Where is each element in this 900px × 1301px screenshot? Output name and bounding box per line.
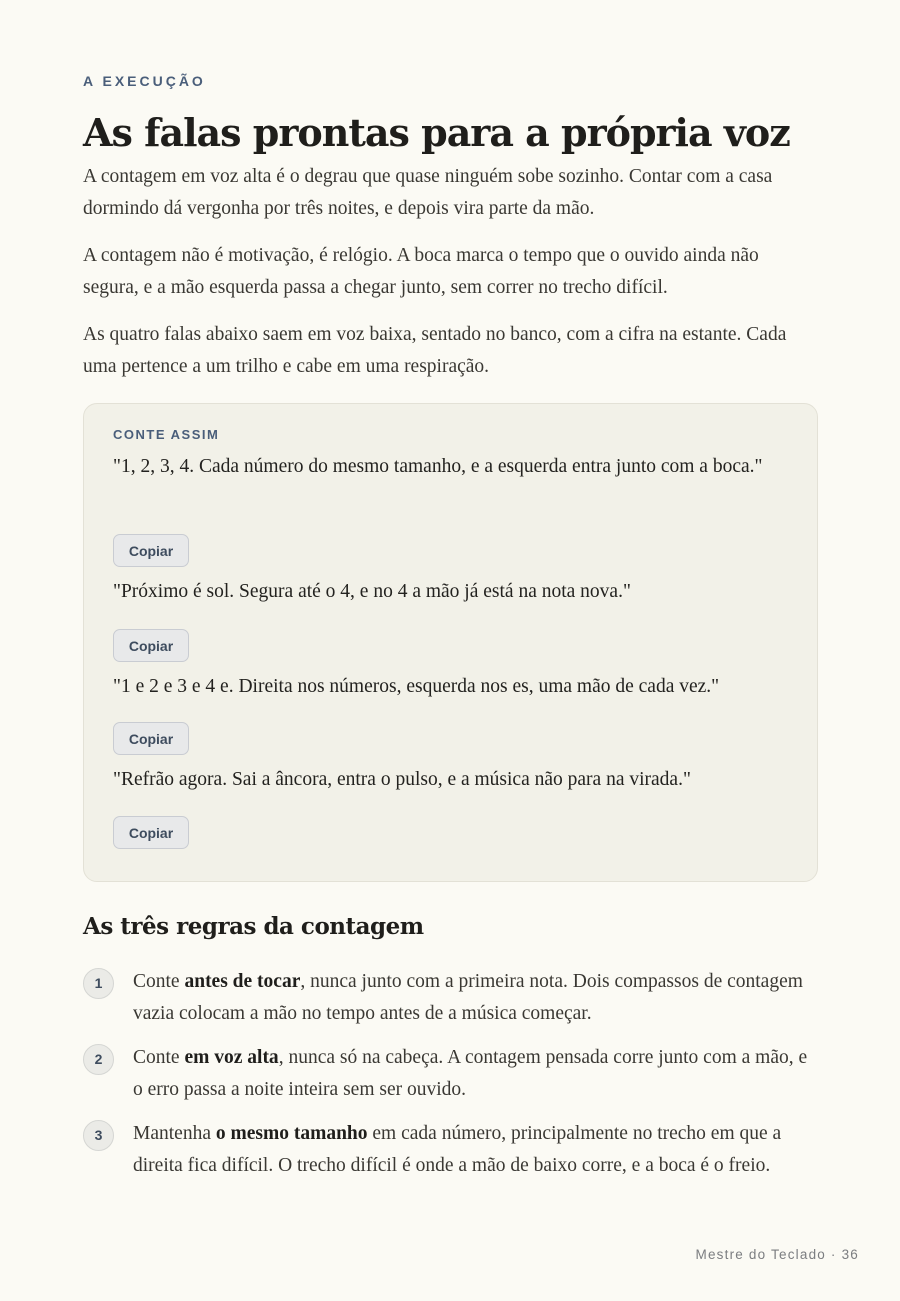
intro-paragraph: As quatro falas abaixo saem em voz baixa, sentado no banco, com a cifra na estante. Cada uma pertence a um trilho e cabe em uma respiração.: [83, 324, 787, 377]
page-footer: Mestre do Teclado · 36: [695, 1247, 859, 1262]
phrase-quote: "1, 2, 3, 4. Cada número do mesmo tamanho, e a esquerda entra junto com a boca.": [113, 456, 763, 477]
copy-button[interactable]: Copiar: [113, 722, 189, 755]
page-title: As falas prontas para a própria voz: [83, 110, 790, 155]
rule-number-badge: 1: [83, 968, 114, 999]
phrase-quote: "Próximo é sol. Segura até o 4, e no 4 a mão já está na nota nova.": [113, 581, 631, 602]
copy-button[interactable]: Copiar: [113, 629, 189, 662]
rule-emphasis: antes de tocar: [184, 971, 301, 992]
rule-number-badge: 2: [83, 1044, 114, 1075]
phrase-quote: "Refrão agora. Sai a âncora, entra o pulso, e a música não para na virada.": [113, 769, 691, 790]
copy-button[interactable]: Copiar: [113, 816, 189, 849]
intro-paragraph: A contagem não é motivação, é relógio. A boca marca o tempo que o ouvido ainda não segura, e a mão esquerda passa a chegar junto, sem correr no trecho difícil.: [83, 245, 759, 298]
phrases-card: [83, 403, 818, 882]
rule-text: Mantenha o mesmo tamanho em cada número, principalmente no trecho em que a direita fica difícil. O trecho difícil é onde a mão de baixo corre, e a boca é o freio.: [133, 1123, 782, 1176]
card-label: CONTE ASSIM: [113, 427, 220, 442]
intro-paragraph: A contagem em voz alta é o degrau que quase ninguém sobe sozinho. Contar com a casa dormindo dá vergonha por três noites, e depois vira parte da mão.: [83, 166, 773, 219]
phrase-quote: "1 e 2 e 3 e 4 e. Direita nos números, esquerda nos es, uma mão de cada vez.": [113, 676, 720, 697]
rule-number-badge: 3: [83, 1120, 114, 1151]
rule-emphasis: em voz alta: [184, 1047, 279, 1068]
section-eyebrow: A EXECUÇÃO: [83, 73, 206, 89]
rule-emphasis: o mesmo tamanho: [215, 1123, 368, 1144]
rule-text: Conte em voz alta, nunca só na cabeça. A contagem pensada corre junto com a mão, e o erro passa a noite inteira sem ser ouvido.: [133, 1047, 808, 1100]
copy-button[interactable]: Copiar: [113, 534, 189, 567]
rule-text: Conte antes de tocar, nunca junto com a primeira nota. Dois compassos de contagem vazia colocam a mão no tempo antes de a música começar.: [133, 971, 803, 1024]
rules-title: As três regras da contagem: [83, 913, 424, 940]
